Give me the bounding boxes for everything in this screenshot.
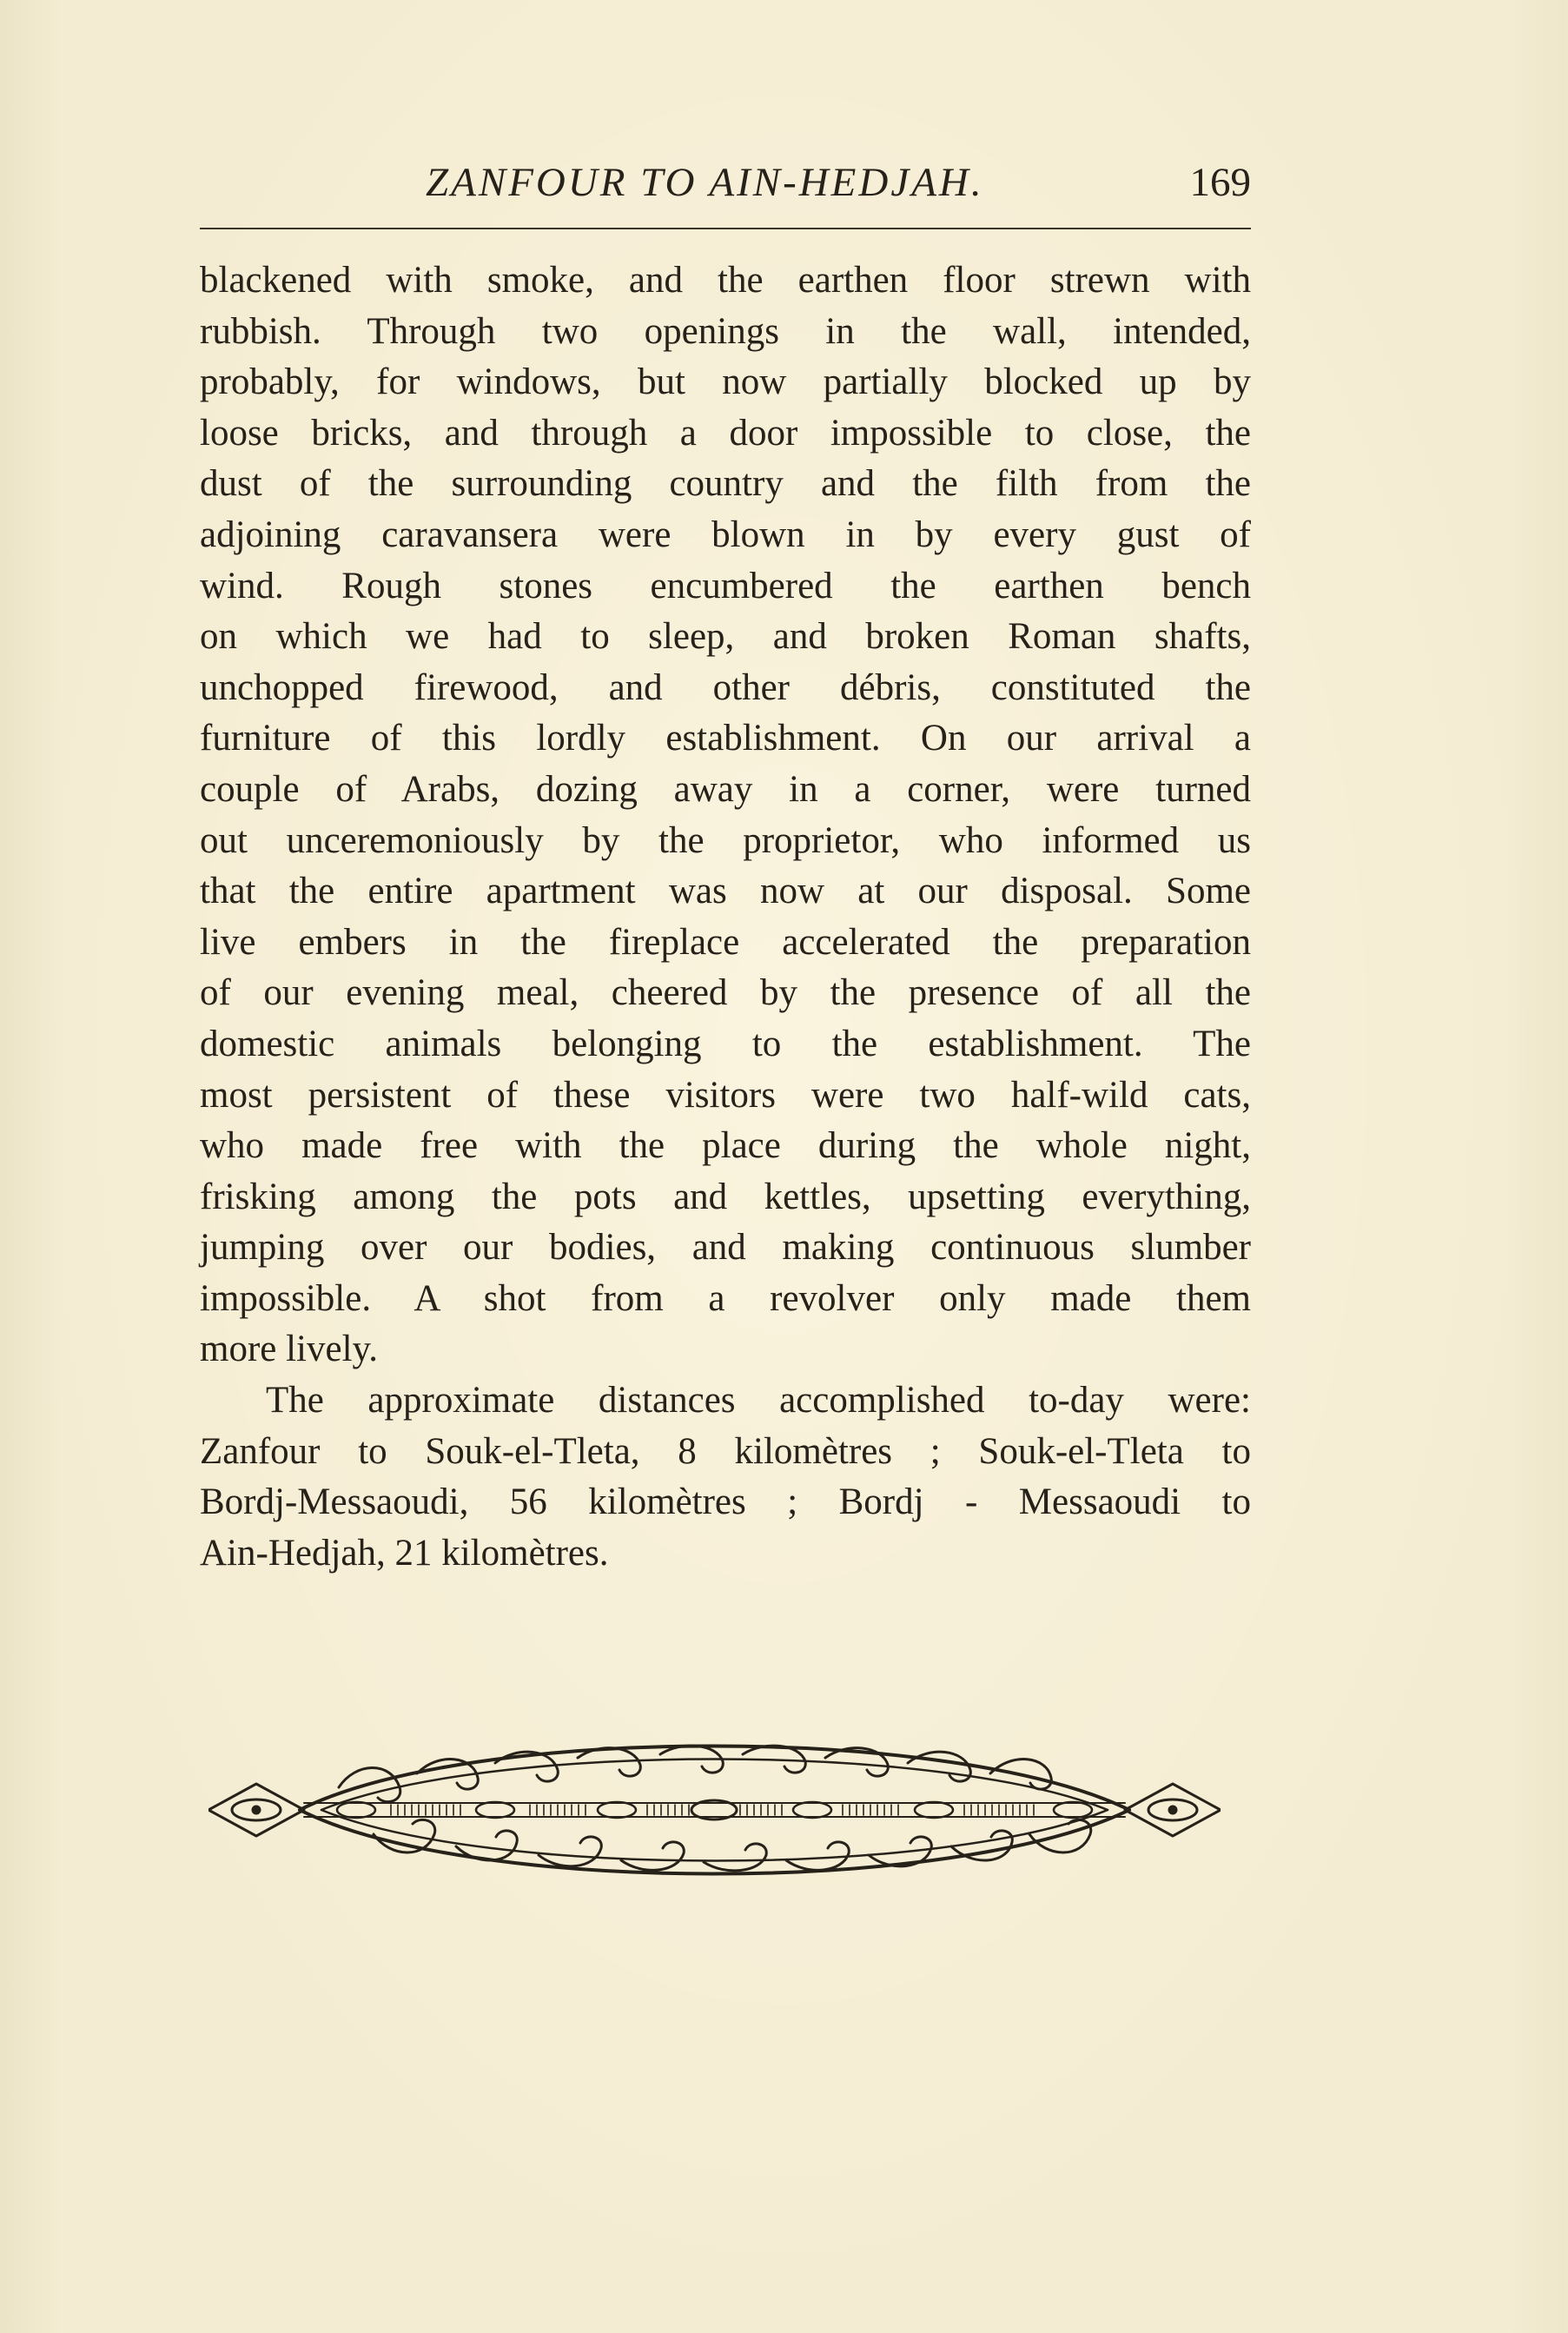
text-line: Zanfour to Souk-el-Tleta, 8 kilomètres ; Souk-el-Tleta to <box>200 1430 1251 1472</box>
arabesque-tailpiece-icon <box>208 1733 1221 1886</box>
text-line: couple of Arabs, dozing away in a corner, were turned <box>200 768 1251 810</box>
text-line: domestic animals belonging to the establishment. The <box>200 1023 1251 1064</box>
text-line: rubbish. Through two openings in the wall, intended, <box>200 310 1251 352</box>
text-line: of our evening meal, cheered by the presence of all the <box>200 972 1251 1014</box>
text-line: The approximate distances accomplished to-day were: <box>266 1380 1251 1422</box>
text-line: unchopped firewood, and other débris, constituted the <box>200 666 1251 708</box>
text-line: blackened with smoke, and the earthen floor strewn with <box>200 260 1251 301</box>
text-line: dust of the surrounding country and the filth from the <box>200 463 1251 505</box>
text-line: Ain-Hedjah, 21 kilomètres. <box>200 1532 609 1574</box>
page-number: 169 <box>1189 160 1251 205</box>
text-line: who made free with the place during the whole night, <box>200 1125 1251 1167</box>
text-line: frisking among the pots and kettles, upsetting everything, <box>200 1176 1251 1217</box>
text-line: wind. Rough stones encumbered the earthen bench <box>200 565 1251 606</box>
text-line: more lively. <box>200 1329 378 1370</box>
text-line: furniture of this lordly establishment. On our arrival a <box>200 718 1251 759</box>
text-line: live embers in the fireplace accelerated the preparation <box>200 921 1251 963</box>
text-line: probably, for windows, but now partially blocked up by <box>200 361 1251 403</box>
text-line: that the entire apartment was now at our disposal. Some <box>200 871 1251 912</box>
text-line: on which we had to sleep, and broken Roman shafts, <box>200 616 1251 658</box>
running-head <box>200 155 1251 210</box>
text-line: out unceremoniously by the proprietor, who informed us <box>200 819 1251 861</box>
text-line: impossible. A shot from a revolver only made them <box>200 1277 1251 1319</box>
running-title: ZANFOUR TO AIN-HEDJAH. <box>426 160 984 205</box>
text-line: Bordj-Messaoudi, 56 kilomètres ; Bordj - Messaoudi to <box>200 1481 1251 1523</box>
header-rule <box>200 228 1251 229</box>
text-line: adjoining caravansera were blown in by every gust of <box>200 514 1251 555</box>
text-line: most persistent of these visitors were two half-wild cats, <box>200 1074 1251 1116</box>
body-text <box>200 255 1251 1579</box>
text-line: loose bricks, and through a door impossible to close, the <box>200 412 1251 454</box>
text-line: jumping over our bodies, and making continuous slumber <box>200 1227 1251 1269</box>
